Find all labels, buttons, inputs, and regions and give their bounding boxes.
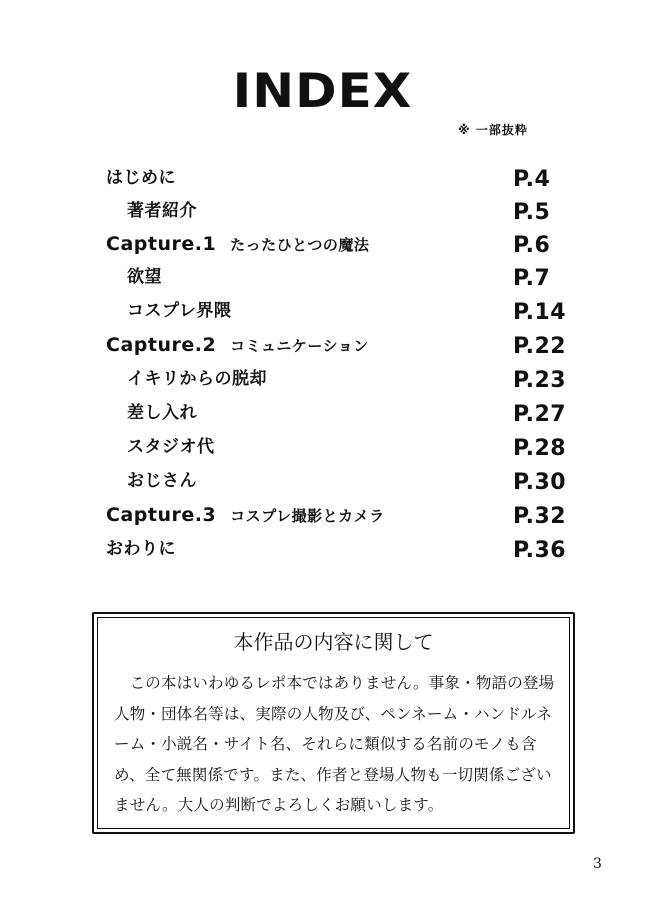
toc-page: P.28	[513, 436, 567, 461]
toc-page: P.14	[513, 300, 567, 325]
toc-page: P.32	[513, 504, 567, 529]
toc-page: P.36	[513, 538, 567, 563]
chapter-label: Capture.3	[106, 504, 217, 526]
toc-label: 著者紹介	[127, 201, 197, 221]
chapter-label: Capture.2	[106, 334, 217, 356]
toc-entry	[0, 198, 645, 224]
toc-page: P.30	[513, 470, 567, 495]
toc-entry	[0, 400, 645, 426]
toc-entry	[0, 231, 645, 257]
chapter-label: Capture.1	[106, 233, 217, 255]
toc-label	[106, 231, 369, 258]
toc-entry	[0, 468, 645, 494]
toc-label: おわりに	[106, 539, 176, 559]
toc-label: コスプレ界隈	[127, 301, 232, 321]
toc-entry	[0, 165, 645, 191]
content-notice-box	[92, 612, 575, 834]
chapter-title: コミュニケーション	[230, 337, 369, 355]
page-number: 3	[593, 856, 602, 872]
toc-page: P.22	[513, 334, 567, 359]
toc-label	[106, 332, 369, 359]
excerpt-note: ※ 一部抜粋	[458, 123, 528, 137]
chapter-title: コスプレ撮影とカメラ	[230, 507, 385, 525]
toc-entry	[0, 366, 645, 392]
toc-page: P.5	[513, 200, 551, 225]
toc-entry	[0, 264, 645, 290]
toc-entry	[0, 332, 645, 358]
toc-entry	[0, 298, 645, 324]
toc-page: P.7	[513, 266, 551, 291]
notice-title: 本作品の内容に関して	[233, 630, 434, 654]
toc-label: 欲望	[127, 267, 162, 287]
toc-entry	[0, 434, 645, 460]
notice-body: この本はいわゆるレポ本ではありません。事象・物語の登場人物・団体名等は、実際の人物及び、ペンネーム・ハンドルネーム・小説名・サイト名、それらに類似する名前のモノも含め、全て無関係です。また、作者と登場人物も一切関係ございません。大人の判断でよろしくお願いします。	[114, 674, 555, 814]
toc-label	[106, 502, 385, 529]
toc-label: おじさん	[127, 471, 197, 491]
toc-page: P.23	[513, 368, 567, 393]
toc-entry	[0, 502, 645, 528]
toc-label: はじめに	[106, 168, 176, 188]
toc-label: 差し入れ	[127, 403, 197, 423]
toc-page: P.4	[513, 167, 551, 192]
toc-entry	[0, 536, 645, 562]
toc-label: イキリからの脱却	[127, 369, 267, 389]
page-title: INDEX	[232, 63, 413, 119]
toc-page: P.6	[513, 233, 551, 258]
toc-label: スタジオ代	[127, 437, 215, 457]
toc-page: P.27	[513, 402, 567, 427]
chapter-title: たったひとつの魔法	[230, 236, 370, 254]
